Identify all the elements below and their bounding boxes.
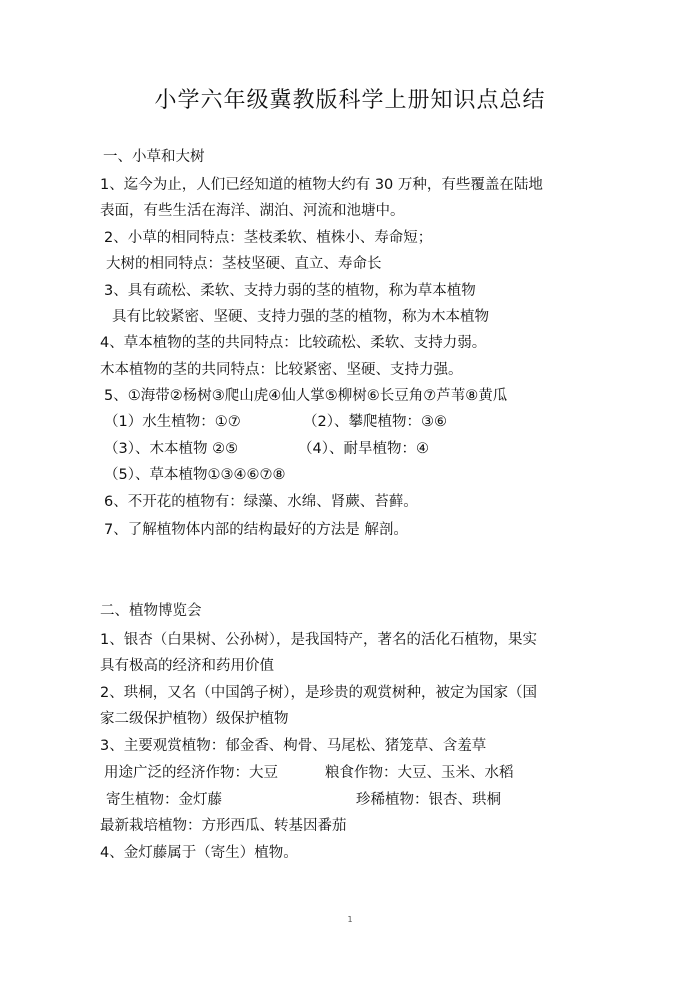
text-line: （4）、耐旱植物：④ [298,441,429,457]
text-line: 3、主要观赏植物：郁金香、枸骨、马尾松、猪笼草、含羞草 [100,738,487,754]
text-line: 粮食作物：大豆、玉米、水稻 [325,765,514,781]
text-line: 3、具有疏松、柔软、支持力弱的茎的植物，称为草本植物 [104,283,476,299]
text-line: 大树的相同特点：茎枝坚硬、直立、寿命长 [106,256,382,272]
text-line: 2、珙桐，又名（中国鸽子树），是珍贵的观赏树种，被定为国家（国 [100,685,537,701]
text-line: （2）、攀爬植物：③⑥ [303,414,447,430]
text-line: （3）、木本植物 ②⑤ [104,441,239,457]
text-line: 2、小草的相同特点：茎枝柔软、植株小、寿命短； [104,230,433,246]
text-line: （5）、草本植物①③④⑥⑦⑧ [104,467,286,483]
text-line: 具有比较紧密、坚硬、支持力强的茎的植物，称为木本植物 [112,309,489,325]
section-heading: 一、小草和大树 [103,149,205,165]
text-line: 1、银杏（白果树、公孙树），是我国特产，著名的活化石植物，果实 [100,632,537,648]
text-line: （1）水生植物：①⑦ [104,414,241,430]
text-line: 用途广泛的经济作物：大豆 [104,765,278,781]
text-line: 4、金灯藤属于（寄生）植物。 [100,845,298,861]
text-line: 1、迄今为止，人们已经知道的植物大约有 30 万种，有些覆盖在陆地 [100,177,543,193]
section-heading: 二、植物博览会 [100,603,202,619]
text-line: 家二级保护植物）级保护植物 [100,711,289,727]
text-line: 5、①海带②杨树③爬山虎④仙人掌⑤柳树⑥长豆角⑦芦苇⑧黄瓜 [104,388,508,404]
text-line: 7、了解植物体内部的结构最好的方法是 解剖。 [104,522,408,538]
text-line: 具有极高的经济和药用价值 [100,658,274,674]
text-line: 木本植物的茎的共同特点：比较紧密、坚硬、支持力强。 [100,362,463,378]
page-number: 1 [347,915,353,924]
text-line: 珍稀植物：银杏、珙桐 [356,792,501,808]
text-line: 寄生植物：金灯藤 [106,792,222,808]
text-line: 表面，有些生活在海洋、湖泊、河流和池塘中。 [100,203,405,219]
text-line: 最新栽培植物：方形西瓜、转基因番茄 [100,818,347,834]
text-line: 4、草本植物的茎的共同特点：比较疏松、柔软、支持力弱。 [100,335,487,351]
document-title: 小学六年级冀教版科学上册知识点总结 [154,88,546,113]
text-line: 6、不开花的植物有：绿藻、水绵、肾蕨、苔藓。 [104,494,418,510]
